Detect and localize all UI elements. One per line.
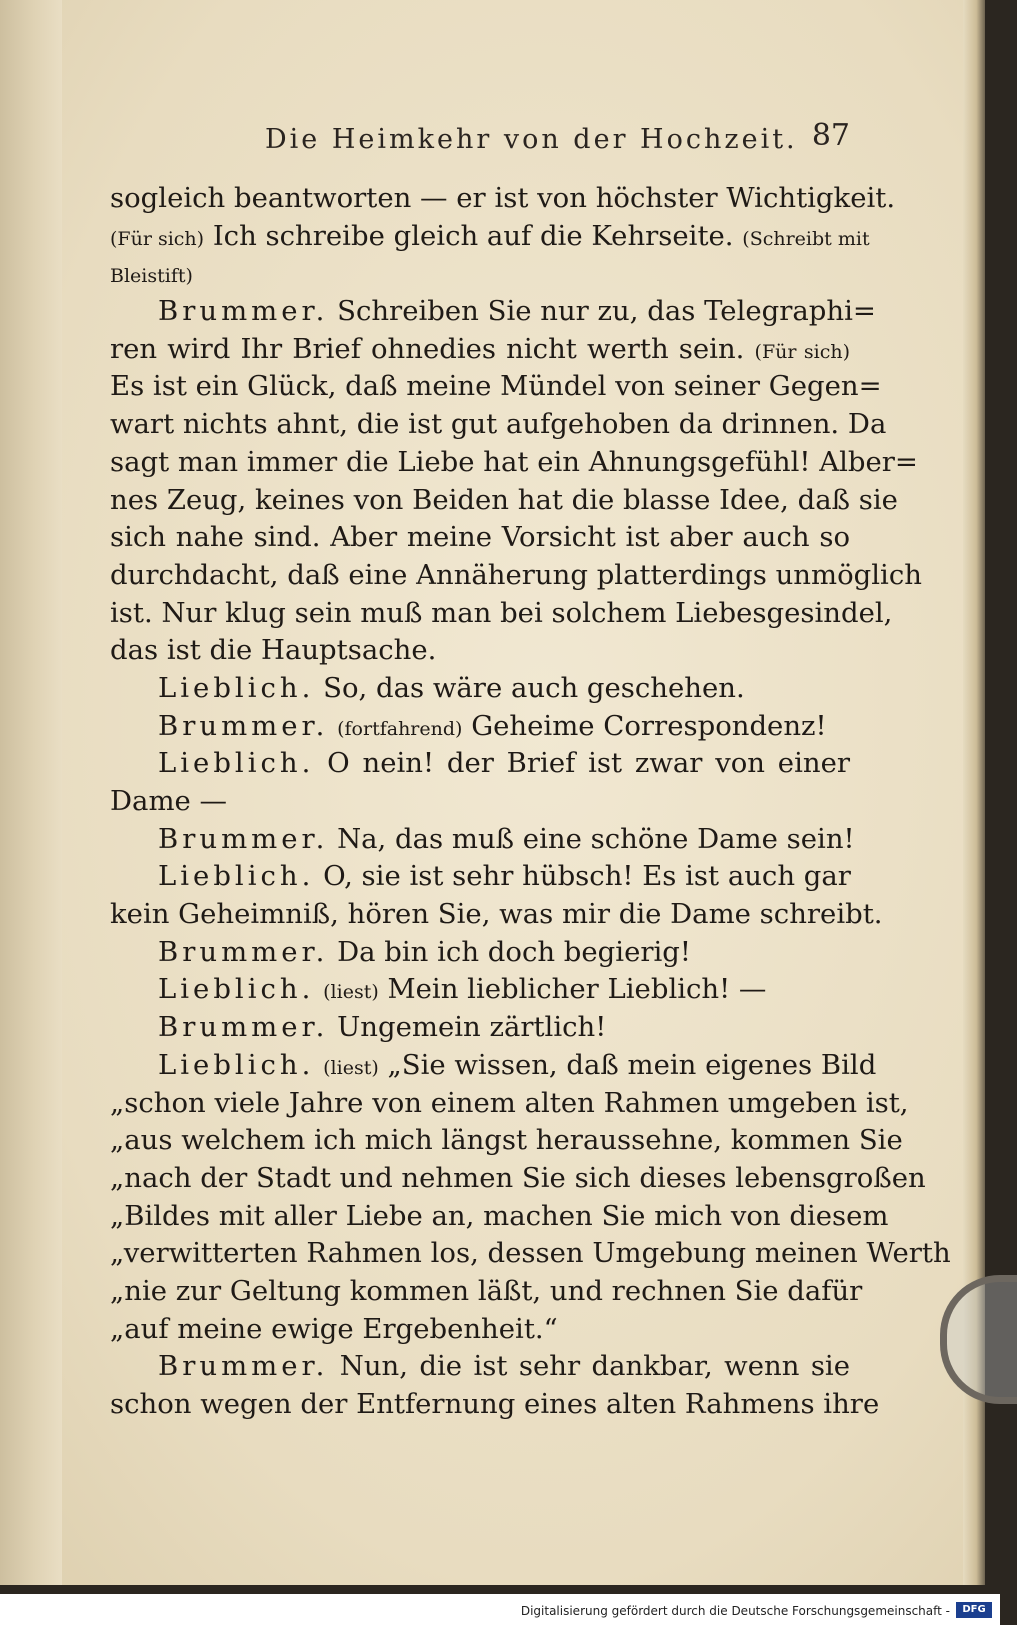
line-text: Mein lieblicher Lieblich! — bbox=[378, 973, 767, 1006]
line-text: So, das wäre auch geschehen. bbox=[314, 671, 745, 704]
text-line bbox=[110, 1085, 909, 1123]
line-text: das ist die Hauptsache. bbox=[110, 634, 437, 667]
dfg-logo: DFG bbox=[956, 1602, 992, 1618]
text-line bbox=[110, 971, 850, 1009]
page-header bbox=[110, 118, 850, 168]
text-line bbox=[110, 783, 850, 821]
line-text bbox=[314, 1049, 323, 1081]
line-text: sagt man immer die Liebe hat ein Ahnungsgefühl! Alber= bbox=[110, 445, 918, 478]
stage-direction: (Für sich) bbox=[110, 227, 205, 250]
line-text: Nun, die ist sehr dankbar, wenn sie bbox=[328, 1350, 850, 1383]
speaker-name: Brummer. bbox=[158, 822, 329, 855]
text-line bbox=[110, 218, 870, 256]
text-line bbox=[110, 1047, 877, 1085]
text-line bbox=[110, 1235, 951, 1273]
digitization-credit: Digitalisierung gefördert durch die Deutsche Forschungsgemeinschaft - bbox=[520, 1604, 950, 1618]
speaker-name: Brummer. bbox=[158, 709, 329, 742]
line-text: „auf meine ewige Ergebenheit.“ bbox=[110, 1312, 558, 1345]
stage-direction: (fortfahrend) bbox=[337, 717, 463, 740]
line-text bbox=[328, 710, 337, 742]
text-line bbox=[110, 255, 850, 293]
text-line bbox=[110, 858, 850, 896]
speaker-name: Lieblich. bbox=[158, 973, 315, 1006]
speaker-name: Lieblich. bbox=[158, 671, 315, 704]
line-text: O, sie ist sehr hübsch! Es ist auch gar bbox=[314, 860, 851, 893]
speaker-name: Lieblich. bbox=[158, 860, 315, 893]
text-line bbox=[110, 670, 850, 708]
stage-direction: (Für sich) bbox=[754, 340, 850, 363]
text-line bbox=[110, 934, 850, 972]
line-text: sogleich beantworten — er ist von höchster Wichtigkeit. bbox=[110, 182, 896, 214]
text-line bbox=[110, 1311, 850, 1349]
text-line bbox=[110, 1386, 880, 1424]
line-text: schon wegen der Entfernung eines alten Rahmens ihre bbox=[110, 1388, 880, 1420]
line-text: Ich schreibe gleich auf die Kehrseite. bbox=[204, 219, 743, 252]
line-text: „nach der Stadt und nehmen Sie sich dieses lebensgroßen bbox=[110, 1161, 926, 1194]
line-text: ren wird Ihr Brief ohnedies nicht werth sein. bbox=[110, 332, 755, 365]
line-text: kein Geheimniß, hören Sie, was mir die Dame schreibt. bbox=[110, 898, 883, 931]
speaker-name: Brummer. bbox=[158, 1011, 329, 1044]
stage-direction: (liest) bbox=[323, 1056, 379, 1079]
text-line bbox=[110, 1273, 863, 1311]
book-spine bbox=[0, 0, 62, 1585]
text-line bbox=[110, 1009, 850, 1047]
line-text: sich nahe sind. Aber meine Vorsicht ist aber auch so bbox=[110, 521, 850, 554]
text-line bbox=[110, 444, 918, 482]
line-text bbox=[314, 973, 323, 1005]
line-text: Dame — bbox=[110, 785, 228, 817]
speaker-name: Lieblich. bbox=[158, 1048, 315, 1081]
text-line bbox=[110, 896, 883, 934]
page-number: 87 bbox=[811, 118, 850, 153]
text-line bbox=[110, 519, 850, 557]
line-text: Na, das muß eine schöne Dame sein! bbox=[328, 822, 855, 855]
text-line bbox=[110, 180, 896, 218]
line-text: Geheime Correspondenz! bbox=[462, 709, 827, 742]
line-text: „aus welchem ich mich längst heraussehne, kommen Sie bbox=[110, 1124, 903, 1157]
line-text: wart nichts ahnt, die ist gut aufgehoben da drinnen. Da bbox=[110, 408, 887, 441]
stage-direction: (liest) bbox=[323, 981, 379, 1004]
text-line bbox=[110, 482, 898, 520]
line-text: „Sie wissen, daß mein eigenes Bild bbox=[378, 1048, 877, 1081]
stage-direction: (Schreibt mit bbox=[742, 227, 870, 250]
line-text: ist. Nur klug sein muß man bei solchem Liebesgesindel, bbox=[110, 596, 893, 629]
text-line bbox=[110, 821, 855, 859]
line-text: durchdacht, daß eine Annäherung platterdings unmöglich bbox=[110, 558, 922, 591]
text-line bbox=[110, 632, 850, 670]
line-text: „schon viele Jahre von einem alten Rahmen umgeben ist, bbox=[110, 1086, 909, 1119]
text-line bbox=[110, 1348, 850, 1386]
line-text: Da bin ich doch begierig! bbox=[328, 935, 691, 968]
line-text: Es ist ein Glück, daß meine Mündel von seiner Gegen= bbox=[110, 370, 882, 403]
line-text: „verwitterten Rahmen los, dessen Umgebung meinen Werth bbox=[110, 1237, 951, 1270]
speaker-name: Brummer. bbox=[158, 1350, 329, 1383]
running-head: Die Heimkehr von der Hochzeit. bbox=[265, 124, 798, 155]
speaker-name: Brummer. bbox=[158, 295, 329, 328]
line-text: Schreiben Sie nur zu, das Telegraphi= bbox=[328, 295, 876, 328]
text-line bbox=[110, 1198, 889, 1236]
text-line bbox=[110, 1160, 926, 1198]
text-line bbox=[110, 368, 882, 406]
line-text: O nein! der Brief ist zwar von einer bbox=[314, 747, 850, 780]
text-line bbox=[110, 331, 850, 369]
speaker-name: Lieblich. bbox=[158, 747, 315, 780]
text-line bbox=[110, 595, 893, 633]
text-line bbox=[110, 406, 887, 444]
line-text: „Bildes mit aller Liebe an, machen Sie mich von diesem bbox=[110, 1199, 889, 1232]
text-line bbox=[110, 708, 850, 746]
line-text: nes Zeug, keines von Beiden hat die blasse Idee, daß sie bbox=[110, 483, 898, 516]
text-line bbox=[110, 1122, 903, 1160]
line-text: „nie zur Geltung kommen läßt, und rechnen Sie dafür bbox=[110, 1274, 863, 1307]
text-line bbox=[110, 557, 922, 595]
speaker-name: Brummer. bbox=[158, 935, 329, 968]
text-line bbox=[110, 293, 876, 331]
stage-direction: Bleistift) bbox=[110, 265, 193, 288]
text-line bbox=[110, 745, 850, 783]
text-body bbox=[110, 180, 951, 1424]
line-text: Ungemein zärtlich! bbox=[328, 1011, 607, 1044]
